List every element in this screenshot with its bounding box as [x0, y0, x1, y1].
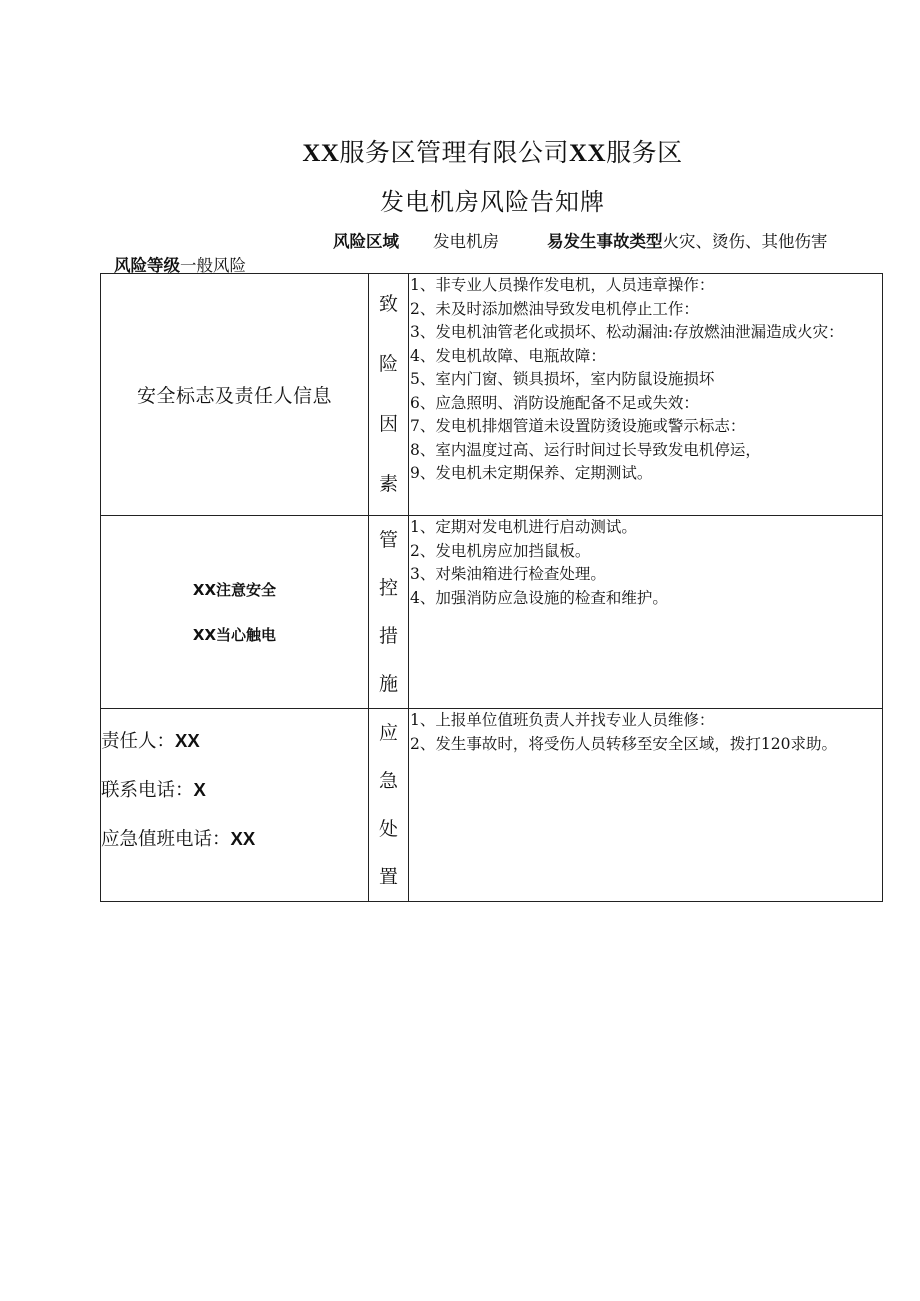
title-area-prefix: XX — [569, 140, 607, 167]
list-item: 2、未及时添加燃油导致发电机停止工作： — [410, 299, 699, 318]
vert-char: 素 — [378, 473, 398, 496]
table-row-controls — [101, 516, 883, 709]
safety-signs — [101, 516, 368, 708]
list-item: 1、上报单位值班负责人并找专业人员维修： — [410, 711, 715, 729]
list-item: 3、对柴油箱进行检查处理。 — [410, 565, 606, 583]
factors-list — [409, 274, 882, 486]
duty-phone-label: 应急值班电话： — [101, 829, 231, 850]
responsible-label: 责任人： — [101, 731, 176, 752]
risk-area-value: 发电机房 — [433, 232, 499, 251]
emergency-label-cell — [369, 709, 409, 902]
list-item: 8、室内温度过高、运行时间过长导致发电机停运， — [410, 440, 761, 459]
page-subtitle: 发电机房风险告知牌 — [380, 188, 605, 216]
safety-info-label: 安全标志及责任人信息 — [136, 385, 332, 407]
list-item: 4、加强消防应急设施的检查和维护。 — [410, 588, 668, 607]
risk-table — [100, 273, 883, 902]
vert-char: 因 — [378, 413, 398, 436]
list-item: 1、定期对发电机进行启动测试。 — [410, 518, 637, 536]
responsible-cell — [101, 709, 369, 902]
title-area-name: 服务区 — [606, 138, 683, 167]
vert-char: 急 — [378, 769, 398, 792]
vert-char: 施 — [378, 672, 398, 695]
controls-label-cell — [369, 516, 409, 709]
vert-char: 险 — [378, 352, 398, 375]
responsible-value: XX — [175, 730, 200, 751]
vert-char: 处 — [378, 817, 398, 840]
controls-list-cell — [409, 516, 883, 709]
signs-cell — [101, 516, 369, 709]
emergency-list-cell — [409, 709, 883, 902]
controls-list — [409, 516, 882, 610]
sign-caution-electric: XX当心触电 — [192, 626, 277, 644]
vert-char: 控 — [378, 576, 398, 599]
table-row-factors — [101, 274, 883, 516]
list-item: 1、非专业人员操作发电机，人员违章操作： — [410, 276, 715, 294]
list-item: 6、应急照明、消防设施配备不足或失效： — [410, 393, 699, 412]
factors-list-cell — [409, 274, 883, 516]
responsible-info — [101, 709, 368, 901]
duty-phone-value: XX — [230, 828, 256, 849]
list-item: 4、发电机故障、电瓶故障： — [410, 346, 606, 365]
duty-phone — [101, 825, 368, 874]
vert-char: 应 — [378, 721, 398, 744]
title-company-prefix: XX — [302, 140, 340, 167]
sign-caution-safety: XX注意安全 — [192, 581, 277, 599]
risk-level-label: 风险等级 — [114, 256, 180, 275]
accident-type-value: 火灾、烫伤、其他伤害 — [662, 232, 828, 251]
table-row-emergency — [101, 709, 883, 902]
title-company-name: 服务区管理有限公司 — [339, 138, 569, 167]
vert-char: 置 — [378, 865, 398, 888]
responsible-person — [101, 727, 368, 776]
list-item: 3、发电机油管老化或损坏、松动漏油:存放燃油泄漏造成火灾： — [410, 323, 844, 341]
risk-level-value: 一般风险 — [180, 256, 246, 275]
list-item: 9、发电机未定期保养、定期测试。 — [410, 464, 653, 482]
emergency-vertical-label — [369, 709, 408, 901]
list-item: 2、发生事故时，将受伤人员转移至安全区域，拨打120求助。 — [410, 734, 837, 753]
emergency-list — [409, 709, 882, 756]
page-title — [0, 133, 920, 169]
factors-label-cell — [369, 274, 409, 516]
phone-value: X — [193, 779, 206, 800]
contact-phone — [101, 776, 368, 825]
phone-label: 联系电话： — [101, 780, 194, 801]
factors-vertical-label — [369, 274, 408, 515]
list-item: 7、发电机排烟管道未设置防烫设施或警示标志： — [410, 417, 746, 435]
list-item: 5、室内门窗、锁具损坏，室内防鼠设施损坏 — [410, 370, 715, 388]
accident-type-label: 易发生事故类型 — [547, 232, 663, 251]
risk-meta-line — [333, 228, 828, 252]
controls-vertical-label — [369, 516, 408, 708]
risk-area-label: 风险区域 — [333, 232, 399, 251]
vert-char: 措 — [378, 624, 398, 647]
vert-char: 致 — [378, 292, 398, 315]
safety-info-cell — [101, 274, 369, 516]
list-item: 2、发电机房应加挡鼠板。 — [410, 541, 591, 560]
vert-char: 管 — [378, 528, 398, 551]
